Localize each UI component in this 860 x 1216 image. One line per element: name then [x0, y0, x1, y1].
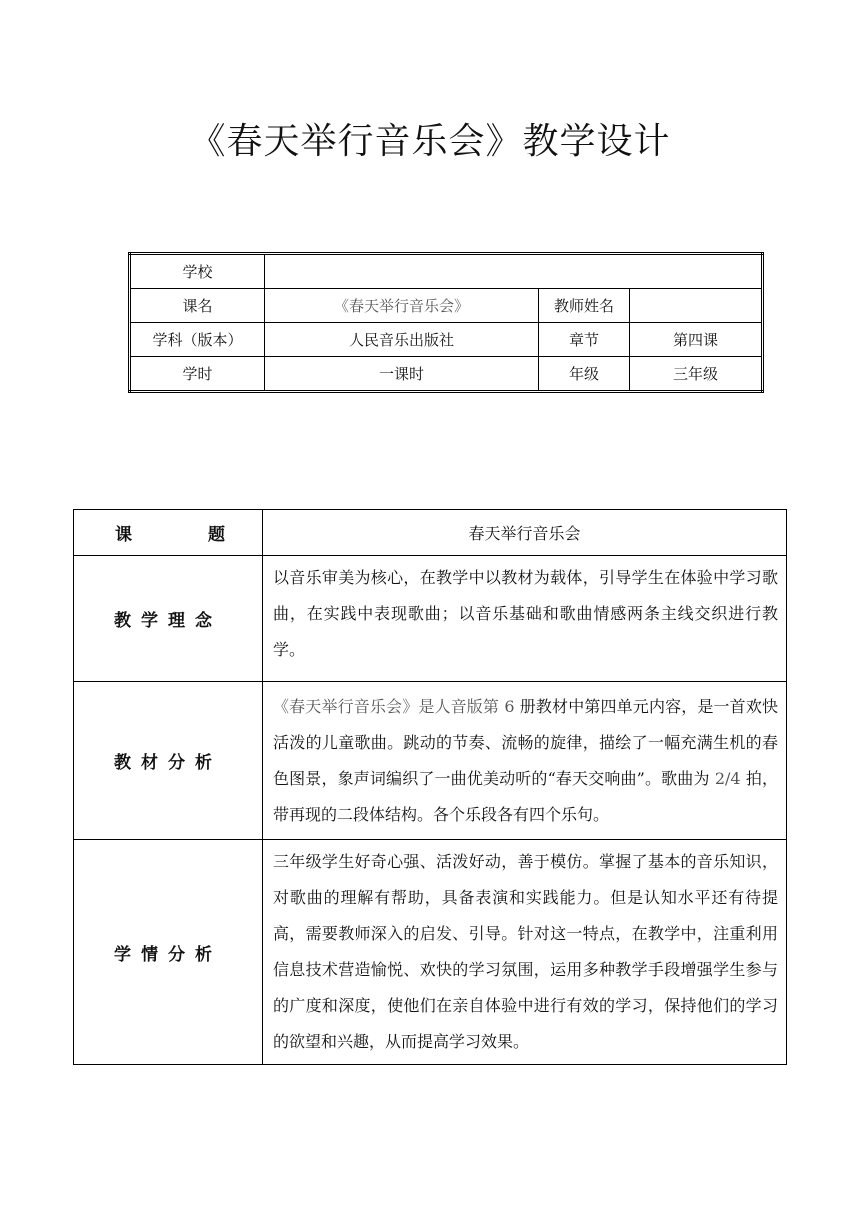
table-row — [74, 840, 787, 1065]
grade-label: 年级 — [539, 357, 630, 392]
grade-value: 三年级 — [630, 357, 763, 392]
hours-label: 学时 — [130, 357, 265, 392]
topic-label-char-1: 课 — [115, 525, 132, 545]
topic-value: 春天举行音乐会 — [263, 510, 787, 556]
chapter-label: 章节 — [539, 323, 630, 357]
school-value — [265, 254, 763, 289]
subject-label: 学科（版本） — [130, 323, 265, 357]
info-table — [128, 252, 764, 393]
school-label: 学校 — [130, 254, 265, 289]
table-row — [130, 289, 763, 323]
concept-label: 教学理念 — [74, 556, 263, 682]
table-row — [74, 556, 787, 682]
material-text-part-2: 册教材中第四单元内容，是一首欢快活泼的儿童歌曲。跳动的节奏、流畅的旋律，描绘了一幅充满生机的春色图景，象声词编织了一曲优美动听的“春天交响曲”。歌曲为 — [273, 696, 778, 788]
topic-label-char-2: 题 — [208, 525, 225, 545]
subject-value: 人民音乐出版社 — [265, 323, 539, 357]
teacher-value — [630, 289, 763, 323]
material-label: 教材分析 — [74, 682, 263, 840]
table-row — [130, 357, 763, 392]
material-text — [263, 682, 787, 840]
page-title: 《春天举行音乐会》教学设计 — [189, 121, 671, 162]
concept-text: 以音乐审美为核心，在教学中以教材为载体，引导学生在体验中学习歌曲，在实践中表现歌曲；以音乐基础和歌曲情感两条主线交织进行教学。 — [263, 556, 787, 682]
table-row — [130, 323, 763, 357]
students-text: 三年级学生好奇心强、活泼好动，善于模仿。掌握了基本的音乐知识，对歌曲的理解有帮助，具备表演和实践能力。但是认知水平还有待提高，需要教师深入的启发、引导。针对这一特点，在教学中，注重利用信息技术营造愉悦、欢快的学习氛围，运用多种教学手段增强学生参与的广度和深度，使他们在亲自体验中进行有效的学习，保持他们的学习的欲望和兴趣，从而提高学习效果。 — [263, 840, 787, 1065]
topic-label — [74, 510, 263, 556]
table-row — [130, 254, 763, 289]
material-text-part-3: 拍，带再现的二段体结构。各个乐段各有四个乐句。 — [273, 768, 778, 824]
design-table — [73, 509, 787, 1065]
course-value: 《春天举行音乐会》 — [265, 289, 539, 323]
hours-value: 一课时 — [265, 357, 539, 392]
course-label: 课名 — [130, 289, 265, 323]
table-row — [74, 682, 787, 840]
chapter-value: 第四课 — [630, 323, 763, 357]
material-number-1: 6 — [499, 696, 520, 716]
table-row — [74, 510, 787, 556]
students-label: 学情分析 — [74, 840, 263, 1065]
material-text-part-1: 《春天举行音乐会》是人音版第 — [273, 696, 500, 716]
teacher-label: 教师姓名 — [539, 289, 630, 323]
material-number-2: 2/4 — [709, 768, 746, 788]
